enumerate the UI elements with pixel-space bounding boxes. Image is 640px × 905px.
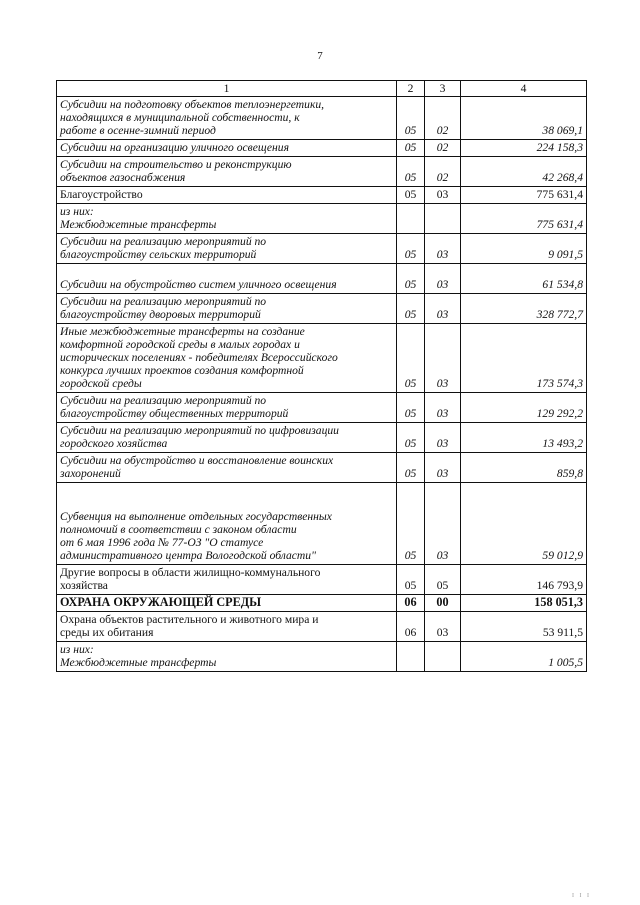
- row-section-code: 06: [397, 595, 425, 612]
- table-row: [57, 595, 587, 612]
- row-amount: 9 091,5: [461, 234, 587, 264]
- row-subsection-code: 03: [425, 393, 461, 423]
- row-section-code: 06: [397, 612, 425, 642]
- row-amount: 61 534,8: [461, 264, 587, 294]
- row-subsection-code: 03: [425, 324, 461, 393]
- table-row: [57, 234, 587, 264]
- row-amount: 42 268,4: [461, 157, 587, 187]
- row-amount: 775 631,4: [461, 204, 587, 234]
- table-row: [57, 157, 587, 187]
- row-name: Охрана объектов растительного и животного мира и среды их обитания: [57, 612, 397, 642]
- row-subsection-code: 03: [425, 453, 461, 483]
- table-header-row: [57, 81, 587, 97]
- row-amount: 13 493,2: [461, 423, 587, 453]
- table-row: [57, 204, 587, 234]
- row-name: ОХРАНА ОКРУЖАЮЩЕЙ СРЕДЫ: [57, 595, 397, 612]
- row-amount: 859,8: [461, 453, 587, 483]
- table-row: [57, 264, 587, 294]
- row-section-code: 05: [397, 324, 425, 393]
- table-row: [57, 612, 587, 642]
- row-amount: 53 911,5: [461, 612, 587, 642]
- row-subsection-code: 00: [425, 595, 461, 612]
- table-row: [57, 393, 587, 423]
- row-name: Субсидии на реализацию мероприятий по благоустройству дворовых территорий: [57, 294, 397, 324]
- row-name: Субсидии на обустройство и восстановление воинских захоронений: [57, 453, 397, 483]
- row-name: Другие вопросы в области жилищно-коммунального хозяйства: [57, 565, 397, 595]
- row-section-code: 05: [397, 140, 425, 157]
- row-section-code: 05: [397, 453, 425, 483]
- table-body: [57, 97, 587, 672]
- budget-table: [56, 80, 587, 672]
- header-col-2: 2: [397, 81, 425, 97]
- row-amount: 129 292,2: [461, 393, 587, 423]
- table-row: [57, 140, 587, 157]
- table-row: [57, 294, 587, 324]
- row-amount: 173 574,3: [461, 324, 587, 393]
- row-name: Субсидии на реализацию мероприятий по благоустройству сельских территорий: [57, 234, 397, 264]
- row-subsection-code: 02: [425, 157, 461, 187]
- row-amount: 59 012,9: [461, 483, 587, 565]
- row-amount: 38 069,1: [461, 97, 587, 140]
- table-row: [57, 483, 587, 565]
- row-name: Субсидии на подготовку объектов теплоэнергетики, находящихся в муниципальной собственности, к работе в осенне-зимний период: [57, 97, 397, 140]
- row-section-code: 05: [397, 157, 425, 187]
- table-row: [57, 565, 587, 595]
- header-col-3: 3: [425, 81, 461, 97]
- table-row: [57, 453, 587, 483]
- header-col-1: 1: [57, 81, 397, 97]
- table-row: [57, 187, 587, 204]
- row-subsection-code: 03: [425, 612, 461, 642]
- row-subsection-code: 02: [425, 140, 461, 157]
- row-section-code: 05: [397, 393, 425, 423]
- table-row: [57, 423, 587, 453]
- page-number: 7: [317, 50, 323, 62]
- header-col-4: 4: [461, 81, 587, 97]
- row-subsection-code: [425, 204, 461, 234]
- row-amount: 775 631,4: [461, 187, 587, 204]
- row-section-code: 05: [397, 97, 425, 140]
- row-name: Субсидии на организацию уличного освещения: [57, 140, 397, 157]
- row-section-code: 05: [397, 423, 425, 453]
- row-name: Субвенция на выполнение отдельных государственных полномочий в соответствии с законом области от 6 мая 1996 года № 77-ОЗ "О статусе административного центра Вологодской области": [57, 483, 397, 565]
- row-section-code: 05: [397, 234, 425, 264]
- row-subsection-code: 03: [425, 423, 461, 453]
- row-section-code: 05: [397, 483, 425, 565]
- row-subsection-code: 02: [425, 97, 461, 140]
- row-section-code: 05: [397, 565, 425, 595]
- row-name: Субсидии на обустройство систем уличного освещения: [57, 264, 397, 294]
- sheet-mark: I I I: [572, 893, 591, 899]
- row-name: Субсидии на строительство и реконструкцию объектов газоснабжения: [57, 157, 397, 187]
- table-row: [57, 324, 587, 393]
- row-amount: 224 158,3: [461, 140, 587, 157]
- row-name: Иные межбюджетные трансферты на создание комфортной городской среды в малых городах и исторических поселениях - победителях Всероссийского конкурса лучших проектов создания комфортной городской среды: [57, 324, 397, 393]
- row-name: из них: Межбюджетные трансферты: [57, 204, 397, 234]
- row-name: Субсидии на реализацию мероприятий по благоустройству общественных территорий: [57, 393, 397, 423]
- row-amount: 328 772,7: [461, 294, 587, 324]
- table-row: [57, 642, 587, 672]
- row-amount: 1 005,5: [461, 642, 587, 672]
- row-amount: 158 051,3: [461, 595, 587, 612]
- table-row: [57, 97, 587, 140]
- row-subsection-code: 05: [425, 565, 461, 595]
- row-section-code: 05: [397, 264, 425, 294]
- row-name: Субсидии на реализацию мероприятий по цифровизации городского хозяйства: [57, 423, 397, 453]
- row-section-code: 05: [397, 187, 425, 204]
- row-subsection-code: 03: [425, 187, 461, 204]
- row-section-code: [397, 204, 425, 234]
- row-subsection-code: 03: [425, 234, 461, 264]
- row-subsection-code: 03: [425, 264, 461, 294]
- row-name: Благоустройство: [57, 187, 397, 204]
- row-name: из них: Межбюджетные трансферты: [57, 642, 397, 672]
- row-subsection-code: [425, 642, 461, 672]
- row-amount: 146 793,9: [461, 565, 587, 595]
- row-section-code: [397, 642, 425, 672]
- row-subsection-code: 03: [425, 294, 461, 324]
- row-subsection-code: 03: [425, 483, 461, 565]
- row-section-code: 05: [397, 294, 425, 324]
